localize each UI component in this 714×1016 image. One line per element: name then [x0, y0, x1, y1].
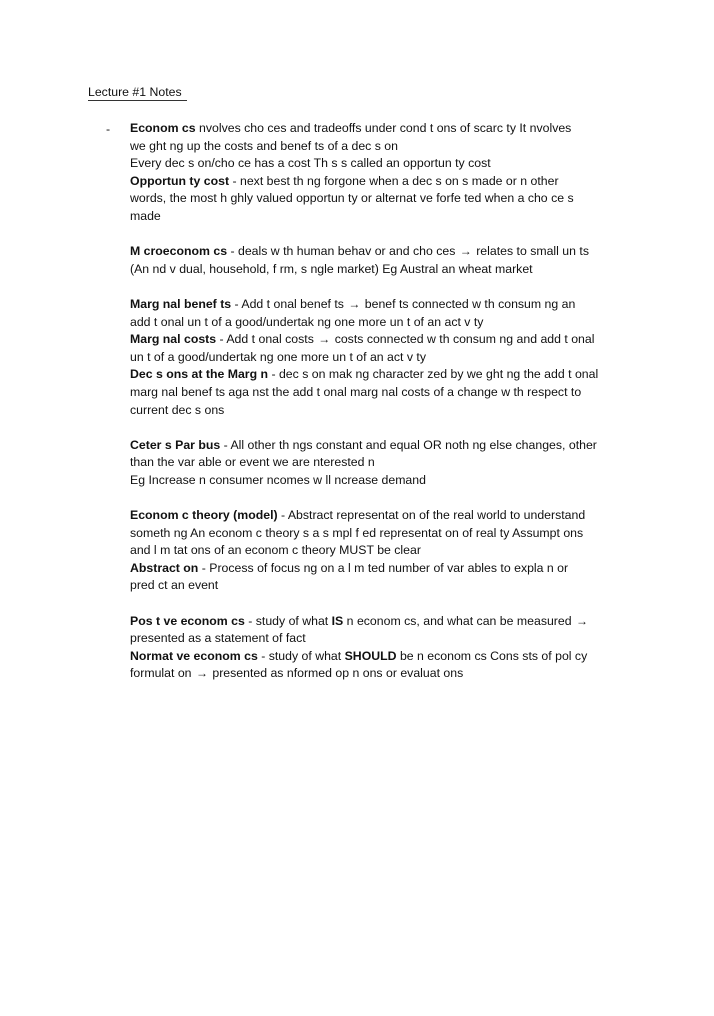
opportunity-cost-term: Opportun ty cost — [130, 173, 230, 188]
normative-economics-text-2a: formulat on — [130, 666, 195, 681]
normative-economics-text-1b: be n econom cs Cons sts of pol cy — [396, 648, 588, 663]
bullet-marker: - — [106, 122, 111, 136]
ceteris-paribus-text-1: - All other th ngs constant and equal OR noth ng else changes, other — [220, 437, 597, 452]
economics-line-3: Every dec s on/cho ce has a cost Th s s called an opportun ty cost — [130, 156, 491, 171]
normative-economics-emphasis: SHOULD — [344, 648, 397, 663]
spacer — [130, 595, 630, 613]
marginal-benefits-entry — [130, 296, 630, 331]
abstraction-term: Abstract on — [130, 560, 199, 575]
marginal-benefits-text-1a: - Add t onal benef ts — [231, 296, 348, 311]
microeconomics-text-1b: relates to small un ts — [472, 244, 589, 259]
abstraction-line-1 — [130, 560, 630, 578]
spacer — [130, 226, 630, 244]
microeconomics-line-2: (An nd v dual, household, f rm, s ngle market) Eg Austral an wheat market — [130, 261, 533, 276]
arrow-right-icon: → — [318, 332, 331, 347]
positive-economics-emphasis: IS — [331, 613, 344, 628]
normative-economics-line-1 — [130, 648, 630, 666]
economics-line-1 — [130, 120, 630, 138]
spacer — [130, 489, 630, 507]
economic-theory-entry — [130, 507, 630, 560]
spacer — [130, 419, 630, 437]
title-underline — [88, 100, 187, 101]
positive-economics-line-2: presented as a statement of fact — [130, 631, 306, 646]
positive-economics-term: Pos t ve econom cs — [130, 613, 245, 628]
abstraction-line-2: pred ct an event — [130, 578, 219, 593]
economic-theory-line-2: someth ng An econom c theory s a s mpl f ed representat on of real ty Assumpt ons — [130, 525, 584, 540]
positive-economics-text-1b: n econom cs, and what can be measured — [343, 613, 575, 628]
opportunity-cost-text-1: - next best th ng forgone when a dec s on s made or n other — [229, 173, 559, 188]
microeconomics-term: M croeconom cs — [130, 244, 228, 259]
marginal-benefits-line-2: add t onal un t of a good/undertak ng one more un t of an act v ty — [130, 314, 484, 329]
marginal-costs-line-2: un t of a good/undertak ng one more un t of an act v ty — [130, 349, 427, 364]
positive-economics-line-1 — [130, 613, 630, 631]
normative-economics-text-2b: presented as nformed op n ons or evaluat ons — [208, 666, 464, 681]
decisions-margin-line-3: current dec s ons — [130, 402, 225, 417]
ceteris-paribus-line-1 — [130, 437, 630, 455]
normative-economics-entry — [130, 648, 630, 683]
opportunity-cost-line-3: made — [130, 208, 161, 223]
marginal-costs-text-1b: costs connected w th consum ng and add t onal — [331, 332, 595, 347]
notes-body — [130, 120, 630, 683]
normative-economics-line-2 — [130, 665, 630, 683]
microeconomics-entry — [130, 243, 630, 278]
marginal-benefits-term: Marg nal benef ts — [130, 296, 232, 311]
marginal-costs-text-1a: - Add t onal costs — [216, 332, 318, 347]
economics-term: Econom cs — [130, 121, 196, 135]
microeconomics-line-1 — [130, 243, 630, 261]
marginal-costs-line-1 — [130, 331, 630, 349]
abstraction-entry — [130, 560, 630, 595]
economics-line-2: we ght ng up the costs and benef ts of a dec s on — [130, 138, 398, 153]
decisions-margin-line-2: marg nal benef ts aga nst the add t onal marg nal costs of a change w th respect to — [130, 384, 582, 399]
ceteris-paribus-entry — [130, 437, 630, 490]
arrow-right-icon: → — [459, 244, 472, 259]
spacer — [130, 278, 630, 296]
economic-theory-term: Econom c theory (model) — [130, 508, 278, 523]
decisions-margin-text-1: - dec s on mak ng character zed by we ght ng the add t onal — [268, 367, 599, 382]
normative-economics-text-1a: - study of what — [257, 648, 345, 663]
positive-economics-text-1a: - study of what — [244, 613, 332, 628]
ceteris-paribus-term: Ceter s Par bus — [130, 437, 221, 452]
economic-theory-line-3: and l m tat ons of an econom c theory MUST be clear — [130, 543, 421, 558]
ceteris-paribus-line-3: Eg Increase n consumer ncomes w ll ncrease demand — [130, 472, 426, 487]
economic-theory-text-1: - Abstract representat on of the real world to understand — [277, 508, 586, 523]
normative-economics-term: Normat ve econom cs — [130, 648, 258, 663]
economics-text-1: nvolves cho ces and tradeoffs under cond t ons of scarc ty It nvolves — [195, 121, 572, 135]
ceteris-paribus-line-2: than the var able or event we are nterested n — [130, 455, 375, 470]
decisions-margin-term: Dec s ons at the Marg n — [130, 367, 269, 382]
marginal-benefits-text-1b: benef ts connected w th consum ng an — [361, 296, 576, 311]
microeconomics-text-1a: - deals w th human behav or and cho ces — [227, 244, 459, 259]
opportunity-cost-entry — [130, 173, 630, 226]
arrow-right-icon: → — [576, 613, 588, 628]
marginal-benefits-line-1 — [130, 296, 630, 314]
opportunity-cost-line-2: words, the most h ghly valued opportun ty or alternat ve forfe ted when a cho ce s — [130, 191, 574, 206]
marginal-costs-entry — [130, 331, 630, 366]
opportunity-cost-line-1 — [130, 173, 630, 191]
marginal-costs-term: Marg nal costs — [130, 332, 217, 347]
positive-economics-entry — [130, 613, 630, 648]
arrow-right-icon: → — [195, 666, 208, 681]
document-title: Lecture #1 Notes — [88, 85, 182, 99]
decisions-margin-line-1 — [130, 366, 630, 384]
abstraction-text-1: - Process of focus ng on a l m ted number of var ables to expla n or — [198, 560, 569, 575]
economic-theory-line-1 — [130, 507, 630, 525]
arrow-right-icon: → — [348, 296, 361, 311]
economics-entry — [130, 120, 630, 173]
decisions-margin-entry — [130, 366, 630, 419]
